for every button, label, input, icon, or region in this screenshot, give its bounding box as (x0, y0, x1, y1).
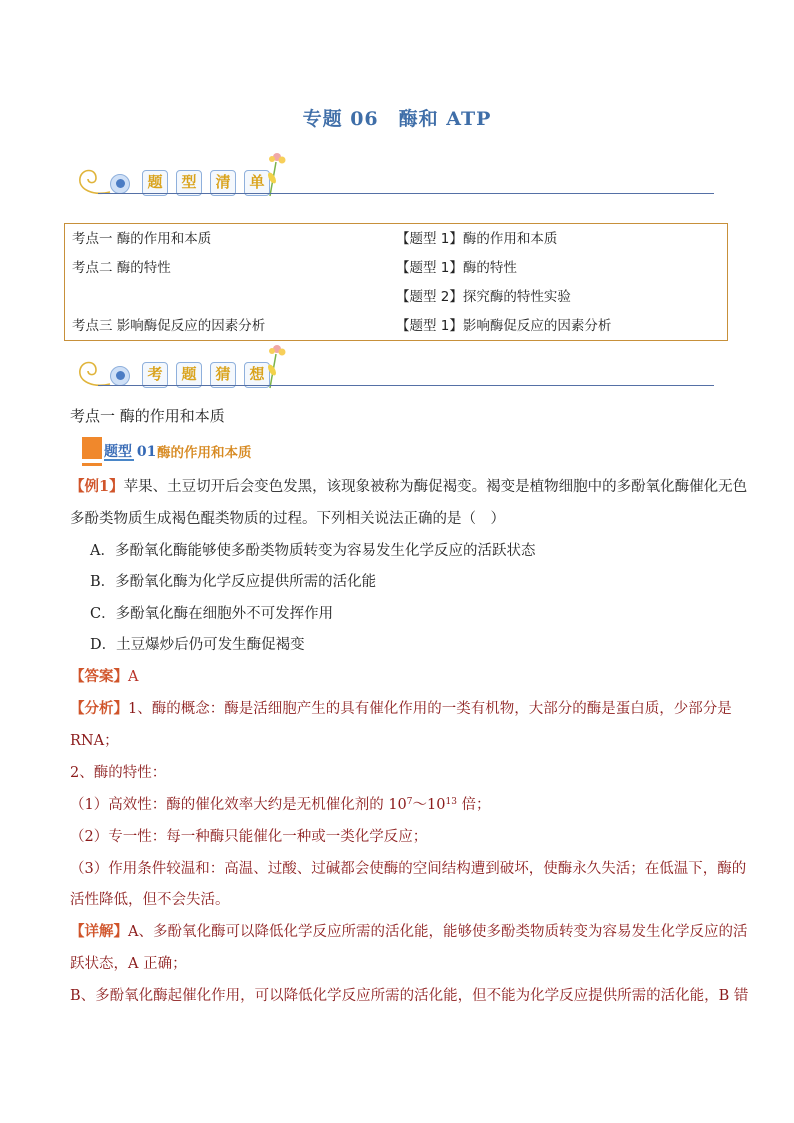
flower-decoration-icon (260, 340, 290, 390)
banner-char: 型 (176, 170, 202, 196)
analysis-tag: 【分析】 (70, 700, 128, 717)
exponent: 7 (406, 797, 413, 807)
analysis-text: （1）高效性：酶的催化效率大约是无机催化剂的 10 (70, 797, 407, 813)
banner-char: 题 (176, 362, 202, 388)
analysis-text: 倍； (456, 797, 491, 813)
toc-question-type: 【题型 1】影响酶促反应的因素分析 (396, 318, 612, 334)
answer-line (70, 666, 730, 688)
example-text: 苹果、土豆切开后会变色发黑，该现象被称为酶促褐变。褐变是植物细胞中的多酚氧化酶催化无色 (123, 479, 748, 495)
example-line: 多酚类物质生成褐色醌类物质的过程。下列相关说法正确的是（ ） (70, 511, 505, 527)
section-banner-type-list (74, 148, 718, 204)
detail-line: B、多酚氧化酶起催化作用，可以降低化学反应所需的活化能，但不能为化学反应提供所需的活化能，B 错 (70, 988, 749, 1004)
banner-char: 考 (142, 362, 168, 388)
orange-underline (82, 463, 102, 466)
question-type-name: 酶的作用和本质 (157, 445, 252, 461)
flower-decoration-icon (260, 148, 290, 198)
table-row (65, 283, 727, 312)
orange-marker-icon (82, 437, 102, 459)
banner-rule (98, 385, 714, 386)
exponent: 13 (445, 797, 457, 807)
option-a: A．多酚氧化酶能够使多酚类物质转变为容易发生化学反应的活跃状态 (90, 543, 536, 559)
example-tag: 【例1】 (70, 478, 124, 495)
table-row (65, 225, 727, 254)
bullet-circle-icon (110, 174, 130, 194)
banner-rule (98, 193, 714, 194)
answer-value: A (128, 669, 139, 685)
analysis-line: （2）专一性：每一种酶只能催化一种或一类化学反应； (70, 829, 428, 845)
section-title: 考点一 酶的作用和本质 (70, 407, 225, 425)
toc-question-type: 【题型 1】酶的作用和本质 (396, 231, 558, 247)
banner-char: 想 (244, 362, 270, 388)
detail-line: 跃状态，A 正确； (70, 956, 187, 972)
topic-list-table (64, 223, 728, 341)
option-c: C．多酚氧化酶在细胞外不可发挥作用 (90, 606, 334, 622)
analysis-line: 活性降低，但不会失活。 (70, 892, 230, 908)
document-title: 专题 06 酶和 ATP (302, 108, 492, 130)
option-d: D．土豆爆炒后仍可发生酶促褐变 (90, 637, 305, 653)
example-line (70, 476, 748, 498)
analysis-line: RNA； (70, 733, 119, 749)
toc-topic: 考点三 影响酶促反应的因素分析 (72, 318, 266, 334)
analysis-text: 1、酶的概念：酶是活细胞产生的具有催化作用的一类有机物，大部分的酶是蛋白质，少部分是 (128, 701, 732, 717)
banner-char: 单 (244, 170, 270, 196)
toc-question-type: 【题型 1】酶的特性 (396, 260, 517, 276)
section-banner-exam-guess (74, 340, 718, 396)
analysis-text: ～10 (412, 797, 446, 813)
analysis-line (70, 698, 730, 720)
detail-line (70, 921, 748, 943)
question-type-label: 题型 01 (104, 444, 157, 460)
detail-tag: 【详解】 (70, 923, 128, 940)
banner-char: 猜 (210, 362, 236, 388)
bullet-circle-icon (110, 366, 130, 386)
table-row (65, 312, 727, 341)
toc-topic: 考点二 酶的特性 (72, 260, 171, 276)
detail-text: A、多酚氧化酶可以降低化学反应所需的活化能，能够使多酚类物质转变为容易发生化学反应的活 (128, 924, 748, 940)
banner-char: 清 (210, 170, 236, 196)
analysis-line: 2、酶的特性： (70, 765, 167, 781)
analysis-line: （3）作用条件较温和：高温、过酸、过碱都会使酶的空间结构遭到破坏，使酶永久失活；在低温下，酶的 (70, 861, 747, 877)
banner-char: 题 (142, 170, 168, 196)
analysis-line (70, 794, 730, 816)
toc-topic: 考点一 酶的作用和本质 (72, 231, 212, 247)
toc-question-type: 【题型 2】探究酶的特性实验 (396, 289, 571, 305)
table-row (65, 254, 727, 283)
answer-tag: 【答案】 (70, 668, 128, 685)
option-b: B．多酚氧化酶为化学反应提供所需的活化能 (90, 574, 377, 590)
